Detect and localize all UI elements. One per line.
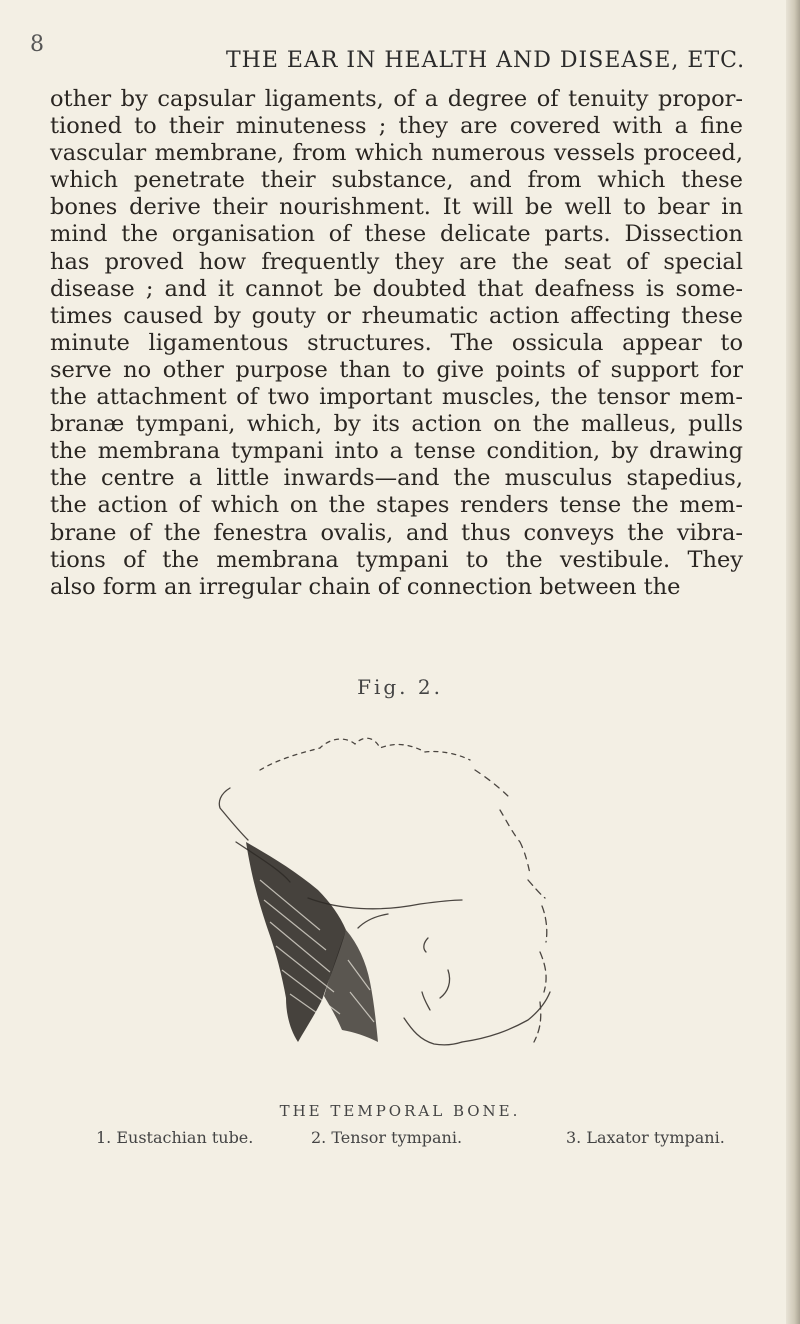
inner-curve [358,914,388,928]
text-line: the membrana tympani into a tense condition, by drawing [50,438,743,465]
text-line: serve no other purpose than to give points of support for [50,356,743,383]
bone-outline-top [260,738,470,770]
text-line: bones derive their nourishment. It will be well to bear in [50,194,743,221]
text-line: other by capsular ligaments, of a degree of tenuity propor- [50,86,743,112]
text-line: the centre a little inwards—and the musculus stapedius, [50,465,743,492]
text-line: the action of which on the stapes renders tense the mem- [50,492,743,519]
mastoid-shading [246,842,378,1042]
legend-item-2: 2. Tensor tympani. [311,1128,463,1147]
bone-outline-bottom [462,992,550,1042]
text-line: mind the organisation of these delicate parts. Dissection [50,221,743,248]
text-line: the attachment of two important muscles, the tensor mem- [50,384,743,411]
text-line: tioned to their minuteness ; they are covered with a fine [50,113,743,140]
text-line: also form an irregular chain of connection between the [50,573,681,600]
text-line: tions of the membrana tympani to the vestibule. They [50,546,743,573]
running-head: THE EAR IN HEALTH AND DISEASE, ETC. [226,48,746,73]
figure-title: THE TEMPORAL BONE. [279,1102,521,1120]
bone-outline-bottom-left [404,1018,462,1045]
text-line: has proved how frequently they are the seat of special [50,248,743,275]
text-line: vascular membrane, from which numerous vessels proceed, [50,140,743,167]
temporal-bone-illustration [190,730,650,1070]
page-edge [786,0,800,1324]
body-paragraph [50,86,743,601]
small-mark-2 [440,970,450,998]
text-line: minute ligamentous structures. The ossicula appear to [50,329,743,356]
text-line: disease ; and it cannot be doubted that deafness is some- [50,275,743,302]
legend-item-3: 3. Laxator tympani. [566,1128,725,1147]
text-line: which penetrate their substance, and from which these [50,167,743,194]
page-number: 8 [30,32,44,57]
figure-label: Fig. 2. [357,675,443,699]
legend-item-1: 1. Eustachian tube. [96,1128,254,1147]
text-line: brane of the fenestra ovalis, and thus conveys the vibra- [50,519,743,546]
small-mark-3 [422,992,430,1010]
page-header [30,32,770,76]
text-line: times caused by gouty or rheumatic action affecting these [50,302,743,329]
bone-outline-right [475,770,530,874]
text-line: branæ tympani, which, by its action on the malleus, pulls [50,411,743,438]
figure-legend [96,1128,736,1152]
small-mark [424,938,428,952]
